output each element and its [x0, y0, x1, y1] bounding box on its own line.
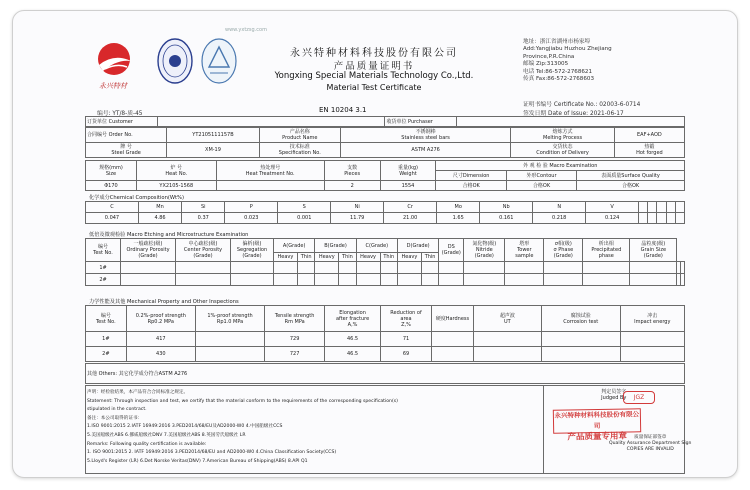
surface-value: 合格OK: [577, 181, 685, 191]
size-table: [85, 160, 685, 191]
inclusion-b-header: B(Grade): [315, 239, 356, 253]
tower-header: 塔形 Tower sample: [505, 239, 544, 262]
chem-element-cell: [648, 202, 657, 213]
chem-value-cell: [666, 213, 675, 224]
stamp-company: 永兴特种材料科技股份有限公司: [554, 410, 640, 431]
condition-value: [614, 143, 684, 158]
ds-header: DS (Grade): [439, 239, 464, 262]
order-info-table: [85, 116, 685, 127]
weight-value: 1554: [380, 181, 436, 191]
issue-date: 签发日期 Date of Issue: 2021-06-17: [523, 111, 624, 117]
macro-etch-table: [85, 238, 685, 286]
etch-cell: [297, 274, 314, 286]
etch-cell: [121, 262, 176, 274]
contour-header: 外形Contour: [506, 171, 576, 181]
thin-label: Thin: [421, 253, 438, 262]
thin-label: Thin: [339, 253, 356, 262]
customer-label: 订货单位 Customer: [86, 117, 158, 127]
mech-value-cell: 417: [126, 332, 195, 347]
product-name-value: [340, 128, 510, 143]
etch-cell: [421, 262, 438, 274]
nitride-header: 氮化物(级) Nitride (Grade): [464, 239, 505, 262]
etch-cell: [397, 262, 421, 274]
etch-cell: [315, 262, 339, 274]
heavy-label: Heavy: [274, 253, 298, 262]
chem-element-cell: [657, 202, 666, 213]
mech-title: 力学性能及其他 Mechanical Property and Other Inspections: [89, 299, 239, 305]
company-address: [523, 39, 612, 83]
mech-value-cell: 69: [380, 347, 431, 362]
mech-header-cell: 编号 Test No.: [86, 306, 127, 332]
statement-line: 备注：本公司取得的证书：: [87, 415, 143, 421]
address-line: 邮编 Zip:313005: [523, 61, 569, 68]
mech-value-cell: [473, 332, 541, 347]
etch-cell: [315, 274, 339, 286]
etch-cell: [439, 262, 464, 274]
judge-label-cn: 判定员签字: [601, 389, 627, 395]
etch-test-id: 1#: [86, 262, 121, 274]
etch-cell: [630, 262, 677, 274]
statement-line: 1.ISO 9001:2015 2.IATF 16949:2016 3.PED2014/68/EU及AD2000-W0 4.中国船级社CCS: [87, 424, 283, 430]
chem-title: 化学成分Chemical Composition(Wt%): [89, 195, 185, 201]
condition-label: 交货状态 Condition of Delivery: [511, 143, 615, 158]
statement-line: 5.美国船级社ABS 6.挪威船级社DNV 7.美国船级社ABS 8.英国劳氏船级社 LR: [87, 432, 246, 438]
others-text: 其他 Others: 其它化学成分符合ASTM A276: [86, 364, 685, 384]
chem-value-cell: 0.023: [225, 213, 278, 224]
mech-table: [85, 305, 685, 362]
certificate-number: 证明书编号 Certificate No.: 02003-6-0714: [523, 102, 641, 108]
etch-cell: [439, 274, 464, 286]
en-standard: EN 10204 3.1: [319, 106, 367, 114]
mech-header-cell: 超声波 UT: [473, 306, 541, 332]
pieces-value: 2: [324, 181, 380, 191]
contour-value: 合格OK: [506, 181, 576, 191]
etch-cell: [380, 274, 397, 286]
judge-stamp: JGZ: [623, 391, 655, 404]
others-table: [85, 363, 685, 384]
etch-cell: [421, 274, 438, 286]
watermark: www.yxtzsg.com: [225, 27, 267, 33]
mech-value-cell: [432, 347, 474, 362]
chem-element-cell: N: [533, 202, 586, 213]
doc-title-cn: 产品质量证明书: [333, 61, 415, 72]
address-line: 地址：浙江省湖州市杨家埠: [523, 39, 591, 45]
etch-cell: [583, 262, 630, 274]
heat-no-header: 炉 号 Heat No.: [136, 161, 216, 181]
melting-value: EAF+AOD: [614, 128, 684, 143]
weight-header: 重量(kg) Weight: [380, 161, 436, 181]
statement-line: 1. ISO 9001:2015 2. IATF 16949:2016 3.PED2014/68/EU and AD2000-W0 4.China Classification Society(CCS): [87, 450, 337, 456]
center-porosity-header: 中心疏松(级) Center Porosity (Grade): [176, 239, 231, 262]
heat-no-value: YX2105-1568: [136, 181, 216, 191]
spec-label: 技术标准 Specification No.: [259, 143, 340, 158]
inclusion-d-header: D(Grade): [397, 239, 438, 253]
mech-value-cell: [473, 347, 541, 362]
heavy-label: Heavy: [397, 253, 421, 262]
company-logo: [91, 39, 137, 83]
chem-table: [85, 201, 685, 224]
etch-cell: [544, 262, 583, 274]
macro-etch-title: 低倍及微观检验 Macro Etching and Microstructure Examination: [89, 232, 249, 238]
doc-title-en: Material Test Certificate: [326, 83, 422, 92]
condition-cn: 热锻: [644, 144, 655, 150]
spec-value: ASTM A276: [340, 143, 510, 158]
address-line: Province,P.R.China: [523, 53, 575, 60]
etch-cell: [380, 262, 397, 274]
heavy-label: Heavy: [315, 253, 339, 262]
macro-exam-header: 外 观 检 验 Macro Examination: [436, 161, 685, 171]
precipitated-header: 析出相 Precipitated phase: [583, 239, 630, 262]
etch-cell: [274, 262, 298, 274]
chem-value-cell: 21.00: [384, 213, 437, 224]
company-name-cn: 永兴特种材料科技股份有限公司: [290, 48, 458, 59]
etch-cell: [681, 262, 685, 274]
etch-cell: [339, 274, 356, 286]
etch-test-id: 2#: [86, 274, 121, 286]
chem-value-cell: 1.65: [437, 213, 480, 224]
grade-label: 牌 号 Steel Grade: [86, 143, 167, 158]
inclusion-c-header: C(Grade): [356, 239, 397, 253]
chem-element-cell: Si: [182, 202, 225, 213]
heat-treatment-header: 热处理号 Heat Treatment No.: [216, 161, 324, 181]
surface-header: 表面质量Surface Quality: [577, 171, 685, 181]
product-name-label: 产品名称 Product Name: [259, 128, 340, 143]
product-name-en: Stainless steel bars: [401, 135, 450, 141]
mech-value-cell: [541, 332, 620, 347]
heavy-label: Heavy: [356, 253, 380, 262]
etch-cell: [505, 274, 544, 286]
chem-value-cell: 0.001: [278, 213, 331, 224]
chem-element-cell: [666, 202, 675, 213]
mech-value-cell: 430: [126, 347, 195, 362]
address-line: 传真 Fax:86-572-2768603: [523, 76, 595, 83]
mech-header-cell: 腐蚀试验 Corrosion test: [541, 306, 620, 332]
statement-line: 声明：经检验结果，本产品符合合同标准之规定。: [87, 390, 189, 395]
etch-cell: [176, 262, 231, 274]
sigma-header: σ相(级) σ Phase (Grade): [544, 239, 583, 262]
mech-value-cell: 71: [380, 332, 431, 347]
qa-footer-cn: 质量保证部签章: [634, 435, 667, 440]
etch-cell: [356, 262, 380, 274]
mech-value-cell: [432, 332, 474, 347]
chem-value-cell: 11.79: [331, 213, 384, 224]
stamp-title: 产品质量专用章: [567, 431, 628, 443]
customer-value: [157, 117, 385, 127]
qa-footer-note: COPIES ARE INVALID: [626, 447, 674, 452]
mech-value-cell: 46.5: [325, 332, 381, 347]
mech-value-cell: 1#: [86, 332, 127, 347]
chem-element-cell: Mn: [138, 202, 181, 213]
mech-header-cell: 冲击 Impact energy: [620, 306, 684, 332]
statement-line: Statement: Through inspection and test, we certify that the material conform to the requirements of the corresponding specification(s): [87, 398, 398, 404]
chem-element-cell: V: [586, 202, 639, 213]
report-number: 编号: YT/8-质-45: [97, 111, 143, 117]
chem-value-cell: [639, 213, 648, 224]
mech-value-cell: 46.5: [325, 347, 381, 362]
order-no-value: YT2105111157B: [167, 128, 259, 143]
chem-element-cell: Cr: [384, 202, 437, 213]
grade-value: XM-19: [167, 143, 259, 158]
etch-cell: [356, 274, 380, 286]
etch-cell: [544, 274, 583, 286]
mech-value-cell: 727: [265, 347, 325, 362]
chem-element-cell: [675, 202, 684, 213]
statement-line: Remarks: Following quality certification is available:: [87, 441, 207, 447]
grain-size-header: 晶粒度(级) Grain Size (Grade): [630, 239, 677, 262]
mech-header-cell: 1%-proof strength Rp1.0 MPa: [195, 306, 264, 332]
mech-header-cell: 硬度Hardness: [432, 306, 474, 332]
chem-value-cell: 0.37: [182, 213, 225, 224]
statement-block: [86, 386, 544, 474]
chem-value-cell: 0.124: [586, 213, 639, 224]
etch-cell: [583, 274, 630, 286]
etch-cell: [681, 274, 685, 286]
etch-cell: [121, 274, 176, 286]
mech-value-cell: 729: [265, 332, 325, 347]
qa-footer-en: Quality Assurance Department Sign: [609, 441, 692, 446]
qa-footer: [609, 435, 691, 453]
order-no-label: 合同编号 Order No.: [86, 128, 167, 143]
mech-header-cell: Elongation after fracture A,%: [325, 306, 381, 332]
chem-value-cell: [648, 213, 657, 224]
brand-name: 永兴特材: [99, 82, 127, 90]
chem-value-cell: [657, 213, 666, 224]
dimension-value: 合格OK: [436, 181, 507, 191]
inclusion-a-header: A(Grade): [274, 239, 315, 253]
pieces-header: 支数 Pieces: [324, 161, 380, 181]
etch-cell: [339, 262, 356, 274]
quality-stamp: [553, 408, 641, 443]
mech-header-cell: Reduction of area Z,%: [380, 306, 431, 332]
product-name-cn: 不锈钢棒: [415, 129, 436, 135]
chem-element-cell: C: [86, 202, 139, 213]
judge-label-en: Judged By: [601, 395, 627, 401]
size-value: Φ170: [86, 181, 137, 191]
product-table: [85, 127, 685, 158]
certificate-sheet: [12, 10, 738, 478]
etch-cell: [297, 262, 314, 274]
chem-element-cell: S: [278, 202, 331, 213]
chem-value-cell: 0.218: [533, 213, 586, 224]
segregation-header: 偏析(级) Segregation (Grade): [231, 239, 274, 262]
purchaser-label: 收货单位 Purchaser: [385, 117, 457, 127]
mech-value-cell: [541, 347, 620, 362]
etch-cell: [397, 274, 421, 286]
statement-line: stipulated in the contract.: [87, 407, 147, 413]
thin-label: Thin: [297, 253, 314, 262]
mech-value-cell: [620, 332, 684, 347]
chem-value-cell: 0.047: [86, 213, 139, 224]
certification-seal-left: [155, 33, 195, 93]
chem-element-cell: Nb: [480, 202, 533, 213]
company-name-en: Yongxing Special Materials Technology Co.,Ltd.: [274, 71, 474, 81]
heat-treatment-value: [216, 181, 324, 191]
etch-cell: [630, 274, 677, 286]
chem-value-cell: 0.161: [480, 213, 533, 224]
etch-cell: [176, 274, 231, 286]
certification-seal-right: [199, 33, 239, 93]
chem-element-cell: Ni: [331, 202, 384, 213]
chem-value-cell: 4.86: [138, 213, 181, 224]
etch-cell: [274, 274, 298, 286]
thin-label: Thin: [380, 253, 397, 262]
mech-header-cell: Tensile strength Rm MPa: [265, 306, 325, 332]
etch-cell: [231, 274, 274, 286]
mech-value-cell: [620, 347, 684, 362]
etch-test-no: 编号 Test No.: [86, 239, 121, 262]
etch-cell: [464, 274, 505, 286]
chem-element-cell: Mo: [437, 202, 480, 213]
condition-en: Hot forged: [636, 150, 663, 156]
mech-value-cell: [195, 332, 264, 347]
size-header: 规格(mm) Size: [86, 161, 137, 181]
mech-value-cell: [195, 347, 264, 362]
etch-cell: [505, 262, 544, 274]
address-line: Add:Yangjiabu Huzhou Zhejiang: [523, 46, 612, 53]
etch-cell: [231, 262, 274, 274]
melting-label: 熔炼方式 Melting Process: [511, 128, 615, 143]
statement-line: 5.Lloyd's Register (LR) 6.Det Norske Veritas(DNV) 7.American Bureau of Shipping(ABS) 8.API Q1: [87, 458, 308, 464]
ordinary-porosity-header: 一般疏松(级) Ordinary Porosity (Grade): [121, 239, 176, 262]
purchaser-value: [457, 117, 685, 127]
etch-cell: [464, 262, 505, 274]
address-line: 电话 Tel:86-572-2768621: [523, 68, 593, 75]
dimension-header: 尺寸Dimension: [436, 171, 507, 181]
mech-header-cell: 0.2%-proof strength Rp0.2 MPa: [126, 306, 195, 332]
mech-value-cell: 2#: [86, 347, 127, 362]
chem-element-cell: P: [225, 202, 278, 213]
chem-value-cell: [675, 213, 684, 224]
chem-element-cell: [639, 202, 648, 213]
